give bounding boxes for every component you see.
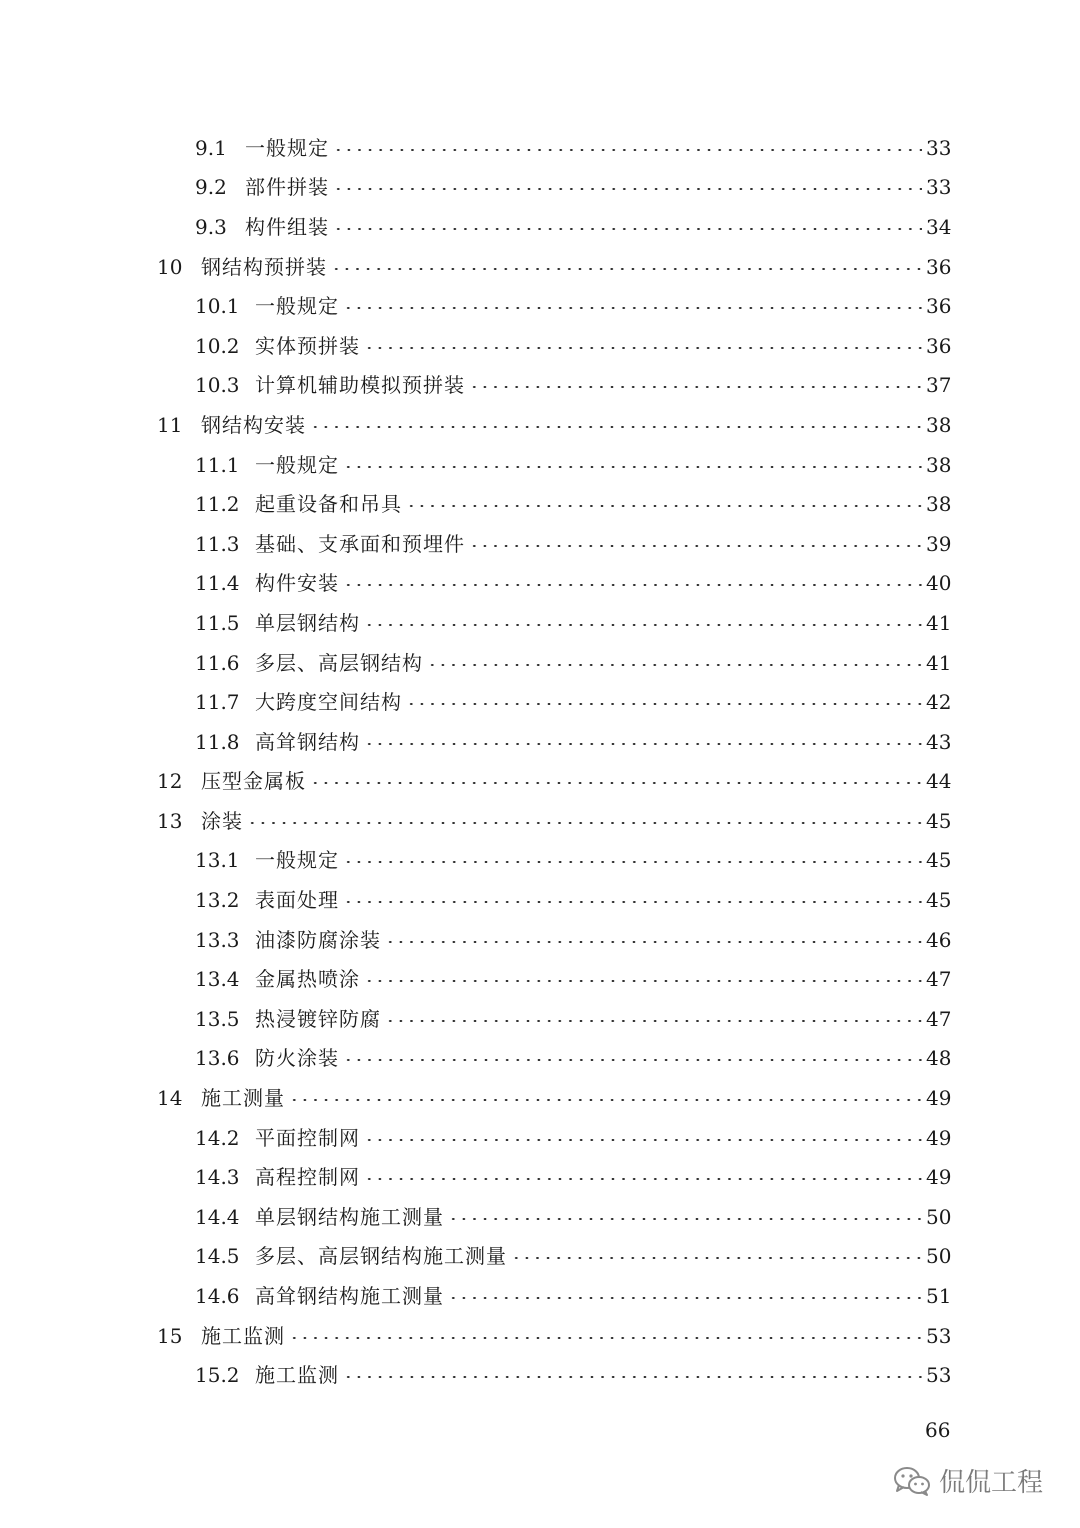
toc-entry (0, 1078, 1080, 1118)
toc-entry-title: 单层钢结构施工测量 (255, 1204, 444, 1229)
toc-entry (0, 1355, 1080, 1395)
toc-dot-leader (343, 466, 922, 468)
toc-entry-number: 13.5 (195, 1006, 240, 1031)
toc-entry (0, 959, 1080, 999)
toc-dot-leader (310, 426, 922, 428)
toc-entry-page: 48 (926, 1046, 952, 1071)
toc-entry-title: 防火涂装 (255, 1046, 339, 1071)
toc-entry-title: 高耸钢结构施工测量 (255, 1284, 444, 1309)
toc-entry-title: 施工监测 (255, 1363, 339, 1388)
toc-entry-number: 10.1 (195, 294, 240, 319)
toc-entry-number: 11.3 (195, 531, 240, 556)
toc-entry-title: 构件安装 (255, 571, 339, 596)
toc-entry-page: 36 (926, 294, 952, 319)
toc-entry (0, 1039, 1080, 1079)
toc-entry-page: 33 (926, 135, 952, 160)
toc-entry (0, 247, 1080, 287)
toc-entry-title: 施工测量 (201, 1086, 285, 1111)
toc-entry-number: 14.2 (195, 1125, 240, 1150)
toc-dot-leader (364, 980, 922, 982)
toc-entry (0, 286, 1080, 326)
toc-entry-page: 34 (926, 214, 952, 239)
toc-entry-page: 49 (926, 1165, 952, 1190)
toc-entry-title: 钢结构安装 (201, 412, 306, 437)
toc-dot-leader (343, 901, 922, 903)
toc-entry-number: 13.1 (195, 848, 240, 873)
toc-entry-page: 53 (926, 1363, 952, 1388)
toc-entry-page: 45 (926, 808, 952, 833)
toc-entry-title: 金属热喷涂 (255, 967, 360, 992)
toc-entry-title: 一般规定 (255, 452, 339, 477)
toc-entry-number: 14.5 (195, 1244, 240, 1269)
toc-entry-title: 多层、高层钢结构 (255, 650, 423, 675)
toc-entry-page: 42 (926, 690, 952, 715)
toc-entry-number: 11.6 (195, 650, 240, 675)
toc-entry-number: 11.4 (195, 571, 240, 596)
toc-dot-leader (406, 505, 922, 507)
toc-dot-leader (343, 861, 922, 863)
toc-entry-title: 施工监测 (201, 1323, 285, 1348)
toc-entry (0, 1157, 1080, 1197)
toc-entry-title: 油漆防腐涂装 (255, 927, 381, 952)
toc-entry-number: 9.2 (195, 175, 227, 200)
toc-dot-leader (289, 1099, 922, 1101)
toc-entry (0, 524, 1080, 564)
toc-dot-leader (448, 1297, 922, 1299)
toc-entry (0, 682, 1080, 722)
toc-entry-number: 11.5 (195, 610, 240, 635)
toc-dot-leader (333, 188, 922, 190)
toc-entry (0, 405, 1080, 445)
toc-entry-number: 14.6 (195, 1284, 240, 1309)
toc-entry-title: 多层、高层钢结构施工测量 (255, 1244, 507, 1269)
toc-entry-number: 13 (157, 808, 183, 833)
toc-entry-title: 大跨度空间结构 (255, 690, 402, 715)
toc-entry-title: 计算机辅助模拟预拼装 (255, 373, 465, 398)
toc-entry-title: 钢结构预拼装 (201, 254, 327, 279)
toc-entry-number: 12 (157, 769, 183, 794)
toc-entry-page: 49 (926, 1086, 952, 1111)
toc-entry-title: 一般规定 (245, 135, 329, 160)
toc-entry-page: 38 (926, 452, 952, 477)
toc-dot-leader (343, 1059, 922, 1061)
toc-entry-title: 高耸钢结构 (255, 729, 360, 754)
table-of-contents (0, 128, 1080, 1395)
toc-entry-page: 50 (926, 1204, 952, 1229)
toc-entry-title: 基础、支承面和预埋件 (255, 531, 465, 556)
toc-entry-page: 44 (926, 769, 952, 794)
toc-entry-number: 13.6 (195, 1046, 240, 1071)
wechat-icon (893, 1465, 931, 1497)
toc-entry-page: 41 (926, 650, 952, 675)
toc-entry-number: 9.3 (195, 214, 227, 239)
watermark (893, 1462, 1043, 1499)
toc-entry-page: 43 (926, 729, 952, 754)
toc-entry-page: 38 (926, 412, 952, 437)
toc-dot-leader (385, 1020, 922, 1022)
toc-dot-leader (289, 1337, 922, 1339)
toc-entry-title: 平面控制网 (255, 1125, 360, 1150)
toc-dot-leader (448, 1218, 922, 1220)
toc-entry (0, 366, 1080, 406)
toc-dot-leader (247, 822, 922, 824)
toc-entry-page: 37 (926, 373, 952, 398)
toc-entry-title: 一般规定 (255, 848, 339, 873)
toc-dot-leader (364, 1139, 922, 1141)
toc-entry-number: 11.7 (195, 690, 240, 715)
toc-entry (0, 1237, 1080, 1277)
toc-entry-page: 36 (926, 333, 952, 358)
toc-entry-number: 10.3 (195, 373, 240, 398)
toc-entry-page: 40 (926, 571, 952, 596)
toc-entry-number: 13.4 (195, 967, 240, 992)
toc-entry (0, 643, 1080, 683)
toc-dot-leader (427, 664, 922, 666)
toc-entry (0, 484, 1080, 524)
toc-entry-title: 高程控制网 (255, 1165, 360, 1190)
toc-dot-leader (406, 703, 922, 705)
toc-entry-number: 15.2 (195, 1363, 240, 1388)
toc-dot-leader (333, 228, 922, 230)
toc-entry-title: 表面处理 (255, 888, 339, 913)
toc-entry (0, 1316, 1080, 1356)
toc-entry-title: 压型金属板 (201, 769, 306, 794)
toc-dot-leader (364, 1178, 922, 1180)
toc-entry (0, 1197, 1080, 1237)
toc-entry-page: 50 (926, 1244, 952, 1269)
toc-entry-title: 热浸镀锌防腐 (255, 1006, 381, 1031)
toc-entry-page: 36 (926, 254, 952, 279)
toc-dot-leader (364, 624, 922, 626)
toc-entry (0, 880, 1080, 920)
toc-dot-leader (343, 307, 922, 309)
toc-entry-number: 11 (157, 412, 183, 437)
toc-entry-number: 10.2 (195, 333, 240, 358)
page-number: 66 (925, 1418, 951, 1442)
toc-entry (0, 999, 1080, 1039)
toc-dot-leader (331, 268, 922, 270)
toc-entry (0, 603, 1080, 643)
toc-entry-number: 10 (157, 254, 183, 279)
toc-entry-number: 11.8 (195, 729, 240, 754)
toc-entry-title: 一般规定 (255, 294, 339, 319)
toc-entry-page: 33 (926, 175, 952, 200)
toc-entry-title: 单层钢结构 (255, 610, 360, 635)
toc-dot-leader (364, 347, 922, 349)
toc-entry-page: 51 (926, 1284, 952, 1309)
toc-entry-number: 14.3 (195, 1165, 240, 1190)
toc-dot-leader (343, 584, 922, 586)
toc-entry (0, 801, 1080, 841)
toc-entry (0, 1118, 1080, 1158)
toc-entry-page: 39 (926, 531, 952, 556)
toc-entry-page: 38 (926, 492, 952, 517)
toc-entry-number: 13.2 (195, 888, 240, 913)
watermark-text: 侃侃工程 (939, 1468, 1044, 1498)
toc-entry-number: 9.1 (195, 135, 227, 160)
toc-entry (0, 841, 1080, 881)
toc-dot-leader (333, 149, 922, 151)
toc-dot-leader (469, 386, 922, 388)
toc-dot-leader (364, 743, 922, 745)
toc-dot-leader (310, 782, 922, 784)
toc-entry-number: 15 (157, 1323, 183, 1348)
toc-entry-title: 起重设备和吊具 (255, 492, 402, 517)
toc-entry-page: 41 (926, 610, 952, 635)
toc-entry (0, 445, 1080, 485)
toc-entry-title: 实体预拼装 (255, 333, 360, 358)
toc-entry-page: 47 (926, 967, 952, 992)
toc-entry (0, 920, 1080, 960)
toc-entry-page: 46 (926, 927, 952, 952)
toc-dot-leader (511, 1257, 922, 1259)
toc-entry (0, 1276, 1080, 1316)
toc-dot-leader (343, 1376, 922, 1378)
toc-entry (0, 168, 1080, 208)
toc-entry (0, 128, 1080, 168)
toc-entry-number: 11.1 (195, 452, 240, 477)
toc-entry (0, 564, 1080, 604)
toc-dot-leader (469, 545, 922, 547)
toc-entry (0, 722, 1080, 762)
toc-entry-number: 14 (157, 1086, 183, 1111)
toc-entry-page: 45 (926, 848, 952, 873)
toc-entry (0, 762, 1080, 802)
toc-dot-leader (385, 941, 922, 943)
toc-entry (0, 207, 1080, 247)
toc-entry-page: 45 (926, 888, 952, 913)
toc-entry-number: 14.4 (195, 1204, 240, 1229)
toc-entry-title: 部件拼装 (245, 175, 329, 200)
toc-entry-page: 47 (926, 1006, 952, 1031)
toc-entry-page: 53 (926, 1323, 952, 1348)
toc-entry-page: 49 (926, 1125, 952, 1150)
toc-entry-title: 构件组装 (245, 214, 329, 239)
toc-entry-number: 11.2 (195, 492, 240, 517)
toc-entry-title: 涂装 (201, 808, 243, 833)
toc-entry-number: 13.3 (195, 927, 240, 952)
toc-entry (0, 326, 1080, 366)
